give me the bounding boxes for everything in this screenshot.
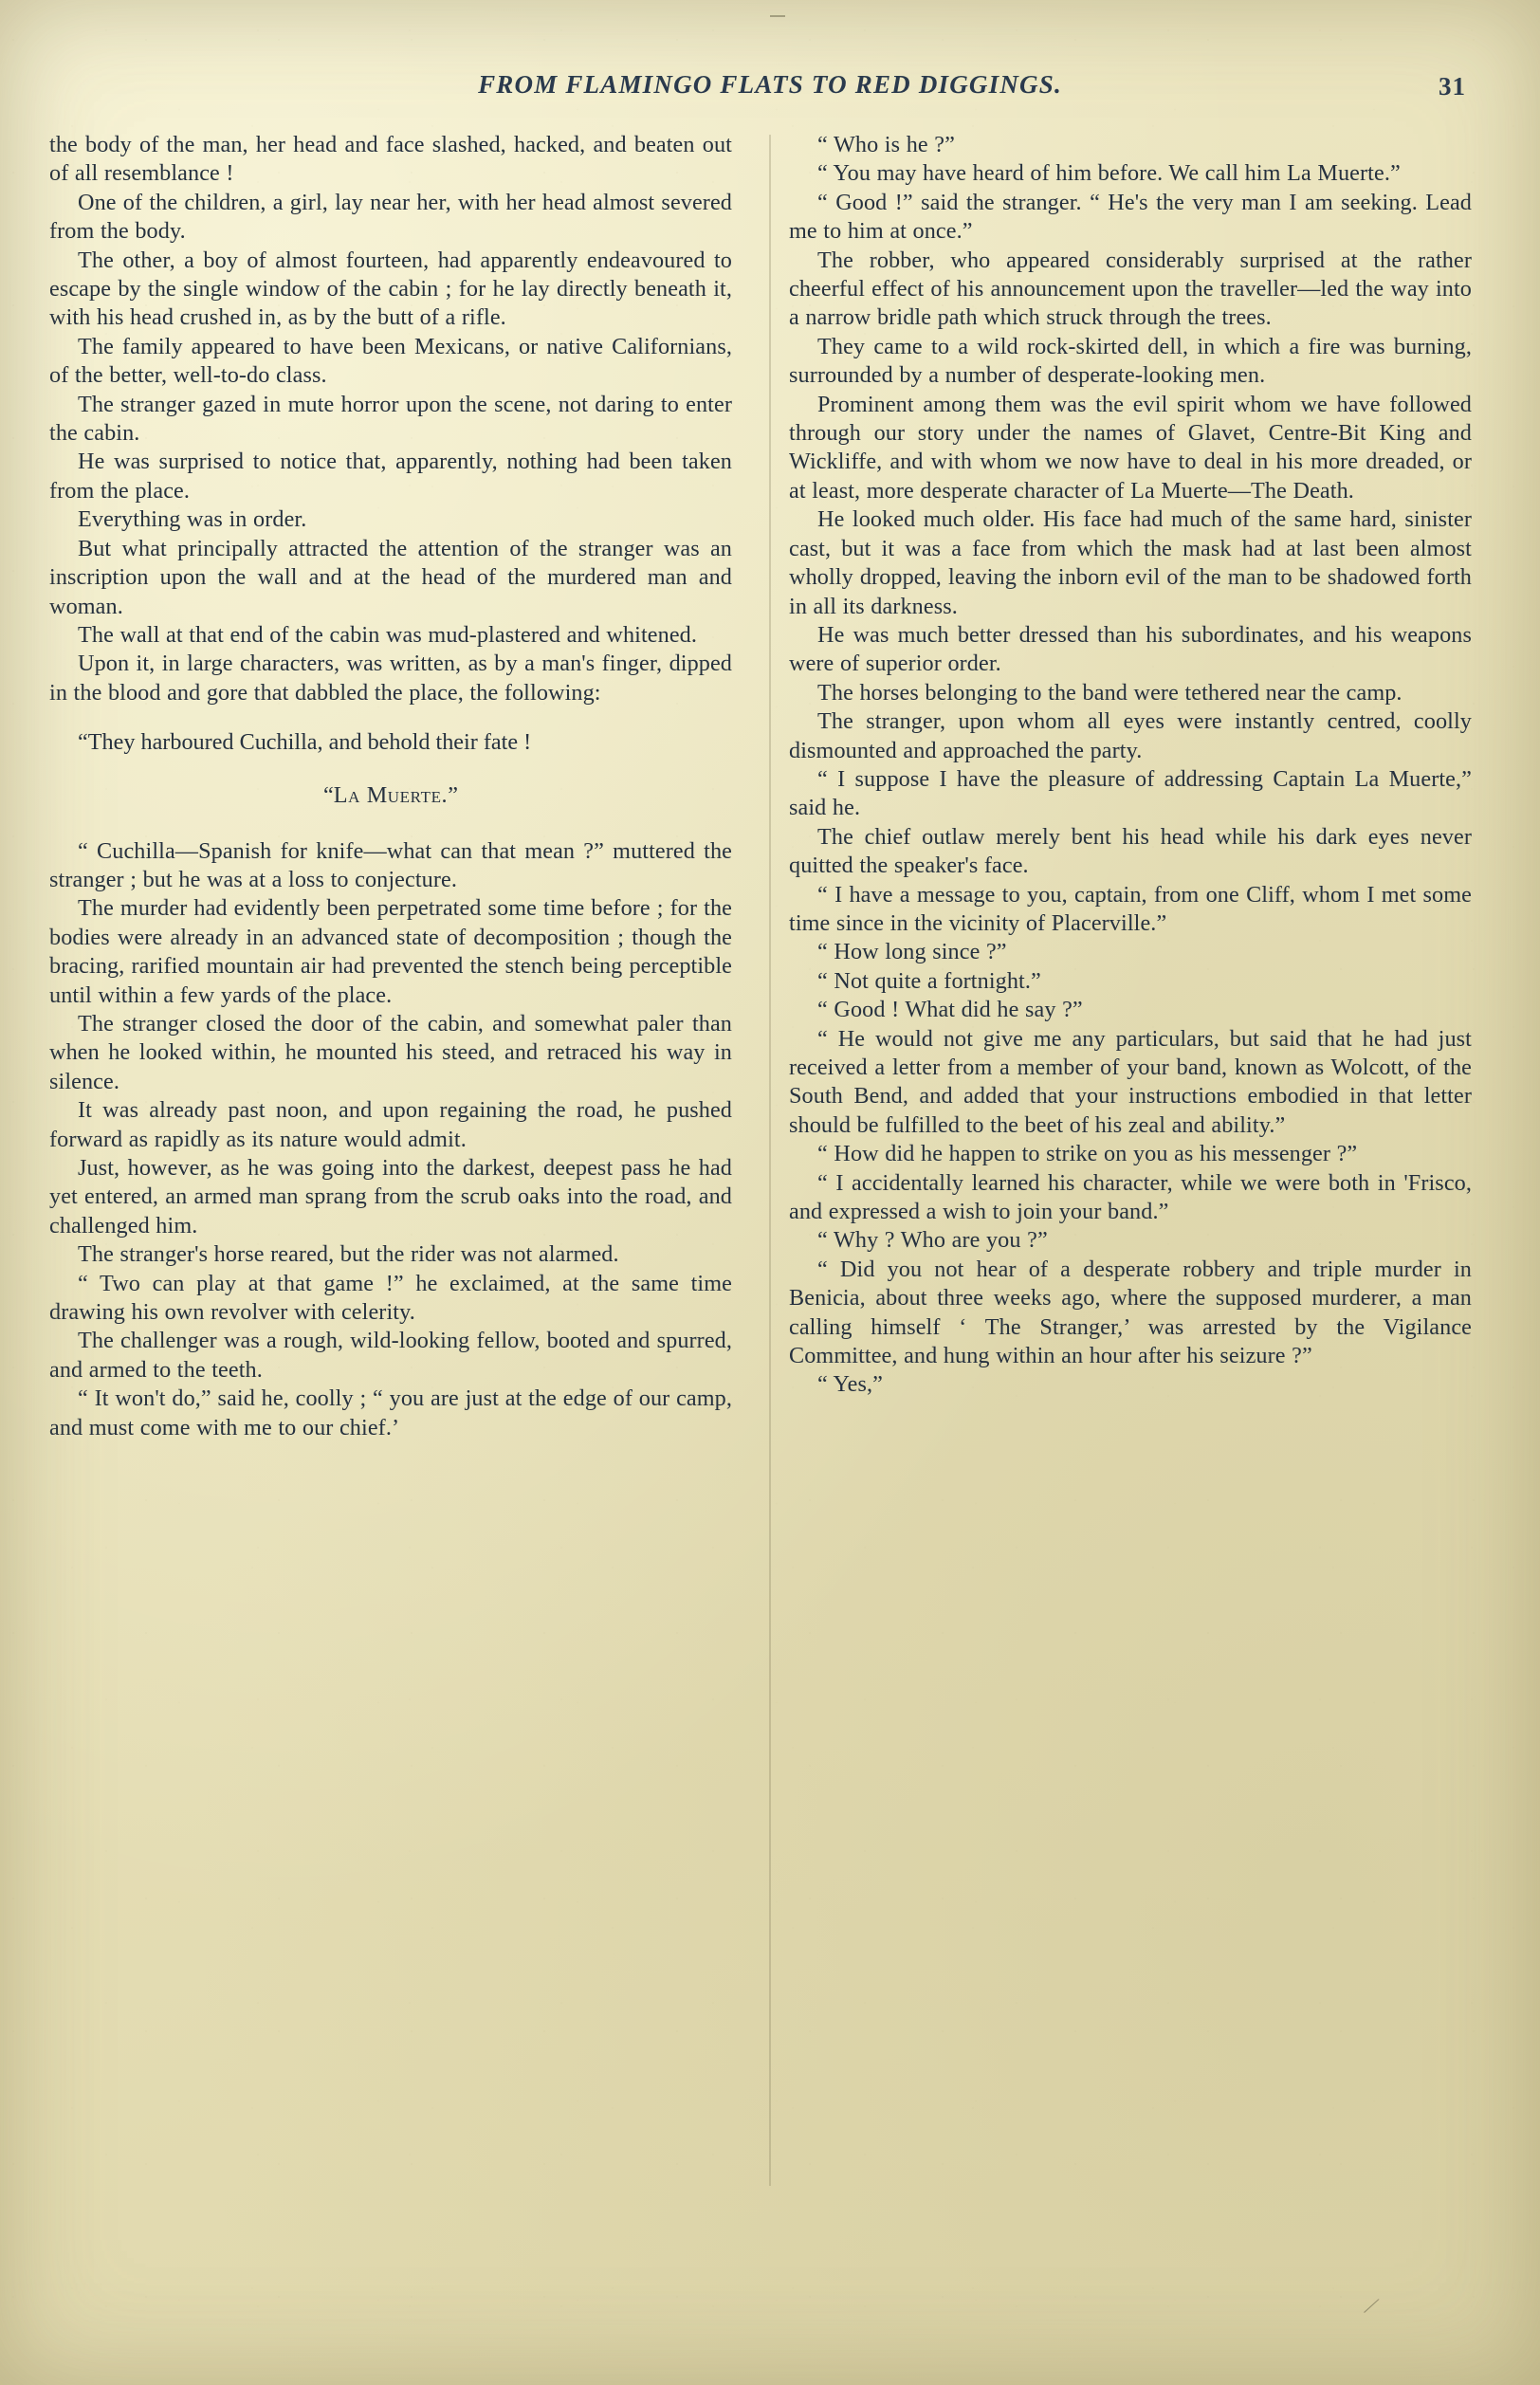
paragraph: “ I accidentally learned his character, while we were both in 'Frisco, and expressed a wish to join your band.” — [789, 1169, 1472, 1225]
paragraph: He was surprised to notice that, apparently, nothing had been taken from the place. — [49, 449, 732, 504]
running-head-title: FROM FLAMINGO FLATS TO RED DIGGINGS. — [478, 70, 1062, 99]
paragraph: The chief outlaw merely bent his head while his dark eyes never quitted the speaker's face. — [789, 823, 1472, 879]
paragraph: The challenger was a rough, wild-looking fellow, booted and spurred, and armed to the teeth. — [49, 1328, 732, 1383]
paragraph: The other, a boy of almost fourteen, had apparently endeavoured to escape by the single window of the cabin ; for he lay directly beneath it, with his head crushed in, as by the butt of a rifle. — [49, 247, 732, 331]
paragraph: “ Good ! What did he say ?” — [817, 997, 1083, 1023]
paragraph: The stranger's horse reared, but the rider was not alarmed. — [78, 1241, 619, 1268]
paragraph: Upon it, in large characters, was written, as by a man's finger, dipped in the blood and gore that dabbled the place, the following: — [49, 651, 732, 706]
paragraph: The stranger closed the door of the cabin, and somewhat paler than when he looked within, he mounted his steed, and retraced his way in silence. — [49, 1010, 732, 1094]
paragraph: “ I suppose I have the pleasure of addressing Captain La Muerte,” said he. — [789, 765, 1472, 821]
paragraph: Prominent among them was the evil spirit whom we have followed through our story under the names of Glavet, Centre-Bit King and Wickliffe, and with whom we now have to deal in his more dreaded, or at least, more desperate character of La Muerte—The Death. — [789, 391, 1472, 504]
paragraph: “ Who is he ?” — [817, 132, 955, 157]
signature-open-quote: “ — [323, 781, 334, 808]
paragraph: One of the children, a girl, lay near her, with her head almost severed from the body. — [49, 189, 732, 245]
page-number: 31 — [1439, 72, 1466, 101]
paragraph: He was much better dressed than his subordinates, and his weapons were of superior order. — [789, 621, 1472, 677]
left-column — [49, 131, 757, 2271]
paragraph: “ Not quite a fortnight.” — [817, 967, 1041, 994]
paragraph: “ How did he happen to strike on you as his messenger ?” — [817, 1141, 1358, 1167]
paragraph: The murder had evidently been perpetrated some time before ; for the bodies were already in an advanced state of decomposition ; though the bracing, rarified mountain air had prevented the stench being perceptible until within a few yards of the place. — [49, 895, 732, 1008]
paragraph: Everything was in order. — [78, 506, 307, 533]
paragraph: “ Two can play at that game !” he exclaimed, at the same time drawing his own revolver with celerity. — [49, 1270, 732, 1326]
paragraph: The stranger gazed in mute horror upon the scene, not daring to enter the cabin. — [49, 391, 732, 447]
paragraph: “ Good !” said the stranger. “ He's the very man I am seeking. Lead me to him at once.” — [789, 189, 1472, 245]
paragraph: The stranger, upon whom all eyes were instantly centred, coolly dismounted and approached the party. — [789, 708, 1472, 763]
paragraph: The family appeared to have been Mexicans, or native Californians, of the better, well-to-do class. — [49, 333, 732, 389]
paragraph: “ I have a message to you, captain, from one Cliff, whom I met some time since in the vicinity of Placerville.” — [789, 881, 1472, 936]
paragraph: It was already past noon, and upon regaining the road, he pushed forward as rapidly as its nature would admit. — [49, 1097, 732, 1152]
paragraph: “ Did you not hear of a desperate robbery and triple murder in Benicia, about three weeks ago, where the supposed murderer, a man calling himself ‘ The Stranger,’ was arrested by the Vigilance Committee, and hung within an hour after his seizure ?” — [789, 1256, 1472, 1369]
page-top-tick-mark — [770, 15, 785, 17]
paragraph: They came to a wild rock-skirted dell, in which a fire was burning, surrounded by a number of desperate-looking men. — [789, 333, 1472, 389]
paragraph: “ Yes,” — [817, 1371, 883, 1398]
signature-close-quote: ” — [448, 781, 458, 808]
inscription-signature — [49, 782, 732, 809]
paragraph: The horses belonging to the band were tethered near the camp. — [817, 679, 1402, 706]
paragraph: The wall at that end of the cabin was mud-plastered and whitened. — [78, 621, 697, 648]
two-column-body — [49, 131, 1491, 2271]
paragraph: The robber, who appeared considerably surprised at the rather cheerful effect of his announcement upon the traveller—led the way into a narrow bridle path which struck through the trees. — [789, 247, 1472, 331]
blood-inscription-quote: “They harboured Cuchilla, and behold their fate ! — [78, 729, 532, 756]
paragraph: But what principally attracted the attention of the stranger was an inscription upon the wall and at the head of the murdered man and woman. — [49, 535, 732, 619]
paragraph: “ It won't do,” said he, coolly ; “ you are just at the edge of our camp, and must come with me to our chief.’ — [49, 1385, 732, 1440]
paragraph: He looked much older. His face had much of the same hard, sinister cast, but it was a face from which the mask had at last been almost wholly dropped, leaving the inborn evil of the man to be shadowed forth in all its darkness. — [789, 506, 1472, 619]
stray-ink-mark: ⁄ — [1366, 2291, 1377, 2321]
paragraph: “ Why ? Who are you ?” — [817, 1227, 1048, 1254]
paragraph: “ Cuchilla—Spanish for knife—what can that mean ?” muttered the stranger ; but he was at a loss to conjecture. — [49, 837, 732, 892]
running-head — [0, 70, 1540, 108]
paragraph: Just, however, as he was going into the darkest, deepest pass he had yet entered, an armed man sprang from the scrub oaks into the road, and challenged him. — [49, 1155, 732, 1238]
paragraph: “ He would not give me any particulars, but said that he had just received a letter from a member of your band, known as Wolcott, of the South Bend, and added that your instructions embodied in that letter should be fulfilled to the beet of his zeal and ability.” — [789, 1025, 1472, 1138]
paragraph: the body of the man, her head and face slashed, hacked, and beaten out of all resemblance ! — [49, 132, 732, 187]
paragraph: “ How long since ?” — [817, 939, 1007, 965]
paragraph: “ You may have heard of him before. We call him La Muerte.” — [817, 160, 1401, 187]
right-column — [757, 131, 1472, 2271]
signature-name: La Muerte. — [333, 781, 449, 808]
